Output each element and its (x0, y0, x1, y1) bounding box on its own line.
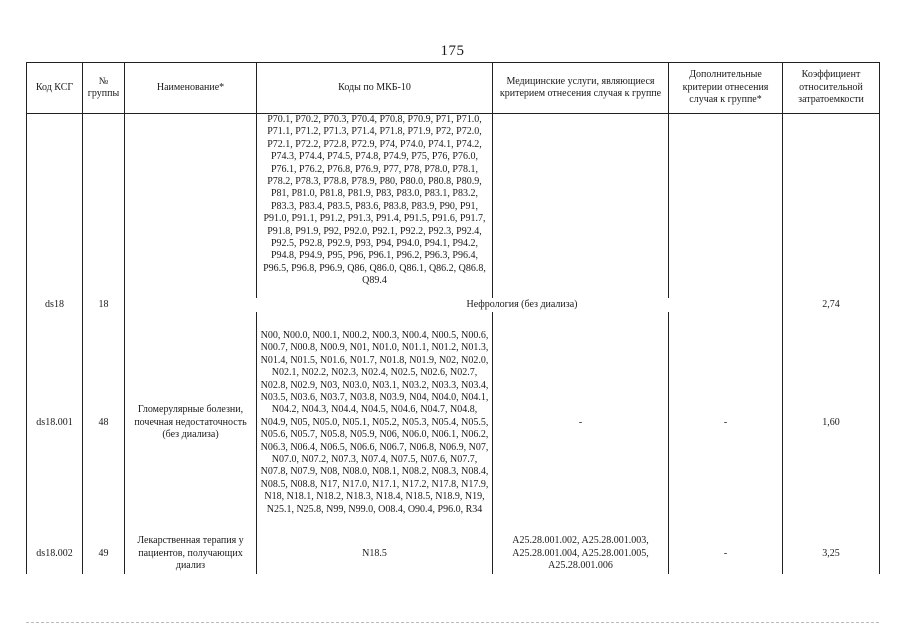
page-number: 175 (440, 43, 465, 59)
header-icd: Коды по МКБ-10 (257, 63, 493, 114)
header-coef: Коэффициент относительной затратоемкости (783, 63, 880, 114)
coefficient: 2,74 (783, 298, 880, 312)
coefficient: 1,60 (783, 312, 880, 534)
ksg-code: ds18.002 (27, 534, 83, 574)
header-services: Медицинские услуги, являющиеся критерием отнесения случая к группе (493, 63, 669, 114)
icd-codes: N00, N00.0, N00.1, N00.2, N00.3, N00.4, N00.5, N00.6, N00.7, N00.8, N00.9, N01, N01.0, N01.1, N01.2, N01.3, N01.4, N01.5, N01.6, N01.7, N01.8, N01.9, N02, N02.0, N02.1, N02.2, N02.3, N02.4, N02.5, N02.6, N02.7, N02.8, N02.9, N03, N03.0, N03.1, N03.2, N03.3, N03.4, N03.5, N03.6, N03.7, N03.8, N03.9, N04, N04.0, N04.1, N04.2, N04.3, N04.4, N04.5, N04.6, N04.7, N04.8, N04.9, N05, N05.0, N05.1, N05.2, N05.3, N05.4, N05.5, N05.6, N05.7, N05.8, N05.9, N06, N06.0, N06.1, N06.2, N06.3, N06.4, N06.5, N06.6, N06.7, N06.8, N06.9, N07, N07.0, N07.2, N07.3, N07.4, N07.5, N07.6, N07.7, N07.8, N07.9, N08, N08.0, N08.1, N08.2, N08.3, N08.4, N08.5, N08.8, N17, N17.0, N17.1, N17.2, N17.8, N17.9, N18, N18.1, N18.2, N18.3, N18.4, N18.5, N18.9, N19, N25.1, N25.8, N99, N99.0, O08.4, O90.4, P96.0, R34 (260, 329, 489, 515)
table-row (27, 114, 880, 299)
table-header-row (27, 63, 880, 114)
group-name: Лекарственная терапия у пациентов, получающих диализ (125, 534, 257, 574)
group-number: 18 (83, 298, 125, 312)
coefficient: 3,25 (783, 534, 880, 574)
table-row (27, 298, 880, 312)
extra-criteria: - (669, 534, 783, 574)
table-row (27, 534, 880, 574)
icd-codes-continuation: P70.1, P70.2, P70.3, P70.4, P70.8, P70.9, P71, P71.0, P71.1, P71.2, P71.3, P71.4, P71.8, P71.9, P72, P72.0, P72.1, P72.2, P72.8, P72.9, P74, P74.0, P74.1, P74.2, P74.3, P74.4, P74.5, P74.8, P74.9, P75, P76, P76.0, P76.1, P76.2, P76.8, P76.9, P77, P78, P78.0, P78.1, P78.2, P78.3, P78.8, P78.9, P80, P80.0, P80.8, P80.9, P81, P81.0, P81.8, P81.9, P83, P83.0, P83.1, P83.2, P83.3, P83.4, P83.5, P83.6, P83.8, P83.9, P90, P91, P91.0, P91.1, P91.2, P91.3, P91.4, P91.5, P91.6, P91.7, P91.8, P91.9, P92, P92.0, P92.1, P92.2, P92.3, P92.4, P92.5, P92.8, P92.9, P93, P94, P94.0, P94.1, P94.2, P94.8, P94.9, P95, P96, P96.1, P96.2, P96.3, P96.4, P96.5, P96.8, P96.9, Q86, Q86.0, Q86.1, Q86.2, Q86.8, Q89.4 (263, 114, 486, 287)
icd-codes: N18.5 (257, 534, 493, 574)
group-number: 49 (83, 534, 125, 574)
ksg-code: ds18.001 (27, 312, 83, 534)
page-bottom-edge (26, 622, 879, 623)
group-name: Гломерулярные болезни, почечная недостаточность (без диализа) (125, 312, 257, 534)
table-row (27, 312, 880, 534)
medical-services: - (493, 312, 669, 534)
medical-services: A25.28.001.002, A25.28.001.003, A25.28.001.004, A25.28.001.005, A25.28.001.006 (493, 534, 669, 574)
header-name: Наименование* (125, 63, 257, 114)
ksg-table (26, 62, 880, 574)
header-extra: Дополнительные критерии отнесения случая к группе* (669, 63, 783, 114)
header-group: № группы (83, 63, 125, 114)
extra-criteria: - (669, 312, 783, 534)
group-number: 48 (83, 312, 125, 534)
ksg-code: ds18 (27, 298, 83, 312)
section-title: Нефрология (без диализа) (466, 298, 578, 310)
header-code: Код КСГ (27, 63, 83, 114)
